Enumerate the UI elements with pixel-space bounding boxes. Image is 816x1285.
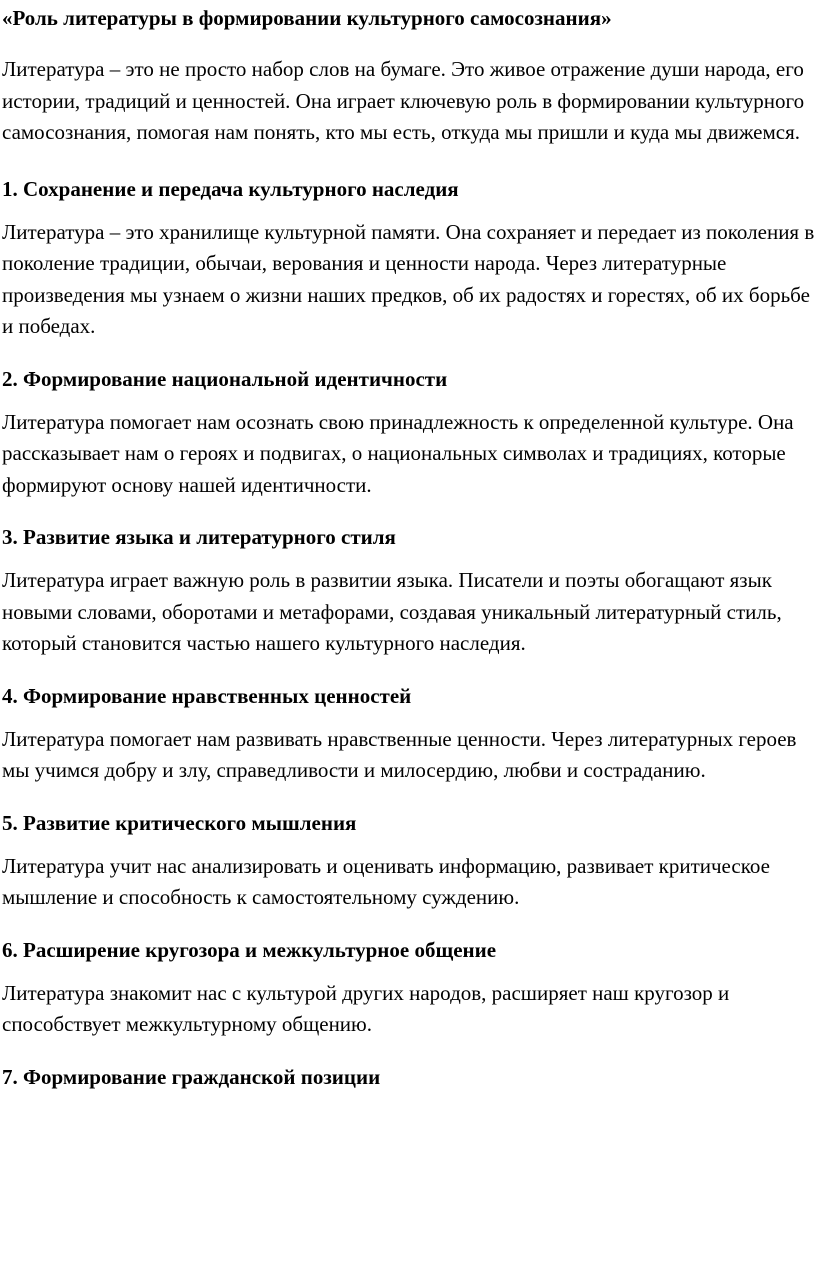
intro-paragraph: Литература – это не просто набор слов на бумаге. Это живое отражение души народа, его истории, традиций и ценностей. Она играет ключевую роль в формировании культурного самосознания, помогая нам понять, кто мы есть, откуда мы пришли и куда мы движемся. <box>2 57 805 144</box>
section-6 <box>2 936 816 1041</box>
section-2 <box>2 365 816 502</box>
section-heading: 7. Формирование гражданской позиции <box>2 1064 381 1089</box>
section-4 <box>2 682 816 787</box>
section-paragraph: Литература знакомит нас с культурой других народов, расширяет наш кругозор и способствует межкультурному общению. <box>2 980 730 1036</box>
section-paragraph: Литература играет важную роль в развитии языка. Писатели и поэты обогащают язык новыми словами, оборотами и метафорами, создавая уникальный литературный стиль, который становится частью нашего культурного наследия. <box>2 568 782 655</box>
section-paragraph: Литература – это хранилище культурной памяти. Она сохраняет и передает из поколения в поколение традиции, обычаи, верования и ценности народа. Через литературные произведения мы узнаем о жизни наших предков, об их радостях и горестях, об их борьбе и победах. <box>2 219 815 338</box>
section-heading: 6. Расширение кругозора и межкультурное общение <box>2 937 497 962</box>
section-heading: 1. Сохранение и передача культурного наследия <box>2 176 459 201</box>
section-paragraph: Литература учит нас анализировать и оценивать информацию, развивает критическое мышление и способность к самостоятельному суждению. <box>2 853 770 909</box>
section-1 <box>2 175 816 343</box>
section-heading: 5. Развитие критического мышления <box>2 810 357 835</box>
section-heading: 4. Формирование нравственных ценностей <box>2 683 412 708</box>
section-3 <box>2 523 816 660</box>
section-7 <box>2 1063 816 1091</box>
section-heading: 3. Развитие языка и литературного стиля <box>2 525 396 549</box>
section-paragraph: Литература помогает нам осознать свою принадлежность к определенной культуре. Она рассказывает нам о героях и подвигах, о национальных символах и традициях, которые формируют основу нашей идентичности. <box>2 409 794 497</box>
document-title: «Роль литературы в формировании культурного самосознания» <box>2 6 612 30</box>
section-paragraph: Литература помогает нам развивать нравственные ценности. Через литературных героев мы учимся добру и злу, справедливости и милосердию, любви и состраданию. <box>2 726 797 782</box>
section-list <box>2 175 816 1091</box>
section-heading: 2. Формирование национальной идентичности <box>2 366 448 391</box>
section-5 <box>2 809 816 914</box>
